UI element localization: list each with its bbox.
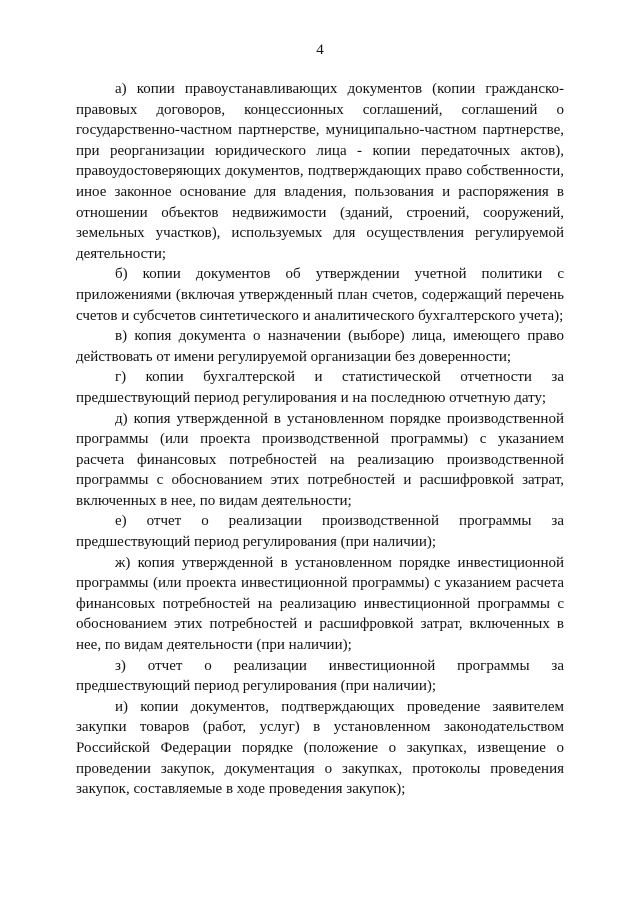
paragraph-z: з) отчет о реализации инвестиционной программы за предшествующий период регулирования (при наличии); <box>76 657 564 695</box>
paragraph-i: и) копии документов, подтверждающих проведение заявителем закупки товаров (работ, услуг) в установленном законодательством Российской Федерации порядке (положение о закупках, извещение о проведении закупок, документация о закупках, протоколы проведения закупок, составляемые в ходе проведения закупок); <box>76 698 564 798</box>
paragraph-e: е) отчет о реализации производственной программы за предшествующий период регулирования (при наличии); <box>76 513 564 551</box>
paragraph-zh: ж) копия утвержденной в установленном порядке инвестиционной программы (или проекта инвестиционной программы) с указанием расчета финансовых потребностей на реализацию инвестиционной программы с обоснованием этих потребностей и расшифровкой затрат, включенных в нее, по видам деятельности (при наличии); <box>76 554 564 654</box>
paragraph-g: г) копии бухгалтерской и статистической отчетности за предшествующий период регулирования и на последнюю отчетную дату; <box>76 369 564 406</box>
paragraph-a: а) копии правоустанавливающих документов (копии гражданско-правовых договоров, концессионных соглашений, соглашений о государственно-частном партнерстве, муниципально-частном партнерстве, при реорганизации юридического лица - копии передаточных актов), правоудостоверяющих документов, подтверждающих право собственности, иное законное основание для владения, пользования и распоряжения в отношении объектов недвижимости (зданий, строений, сооружений, земельных участков), используемых для осуществления регулируемой деятельности; <box>76 81 564 262</box>
paragraph-b: б) копии документов об утверждении учетной политики с приложениями (включая утвержденный план счетов, содержащий перечень счетов и субсчетов синтетического и аналитического бухгалтерского учета); <box>76 266 564 324</box>
document-body <box>76 79 564 800</box>
paragraph-v: в) копия документа о назначении (выборе) лица, имеющего право действовать от имени регулируемой организации без доверенности; <box>76 328 564 365</box>
page-number: 4 <box>316 42 324 58</box>
paragraph-d: д) копия утвержденной в установленном порядке производственной программы (или проекта производственной программы) с указанием расчета финансовых потребностей на реализацию производственной программы с обоснованием этих потребностей и расшифровкой затрат, включенных в нее, по видам деятельности; <box>76 410 564 509</box>
